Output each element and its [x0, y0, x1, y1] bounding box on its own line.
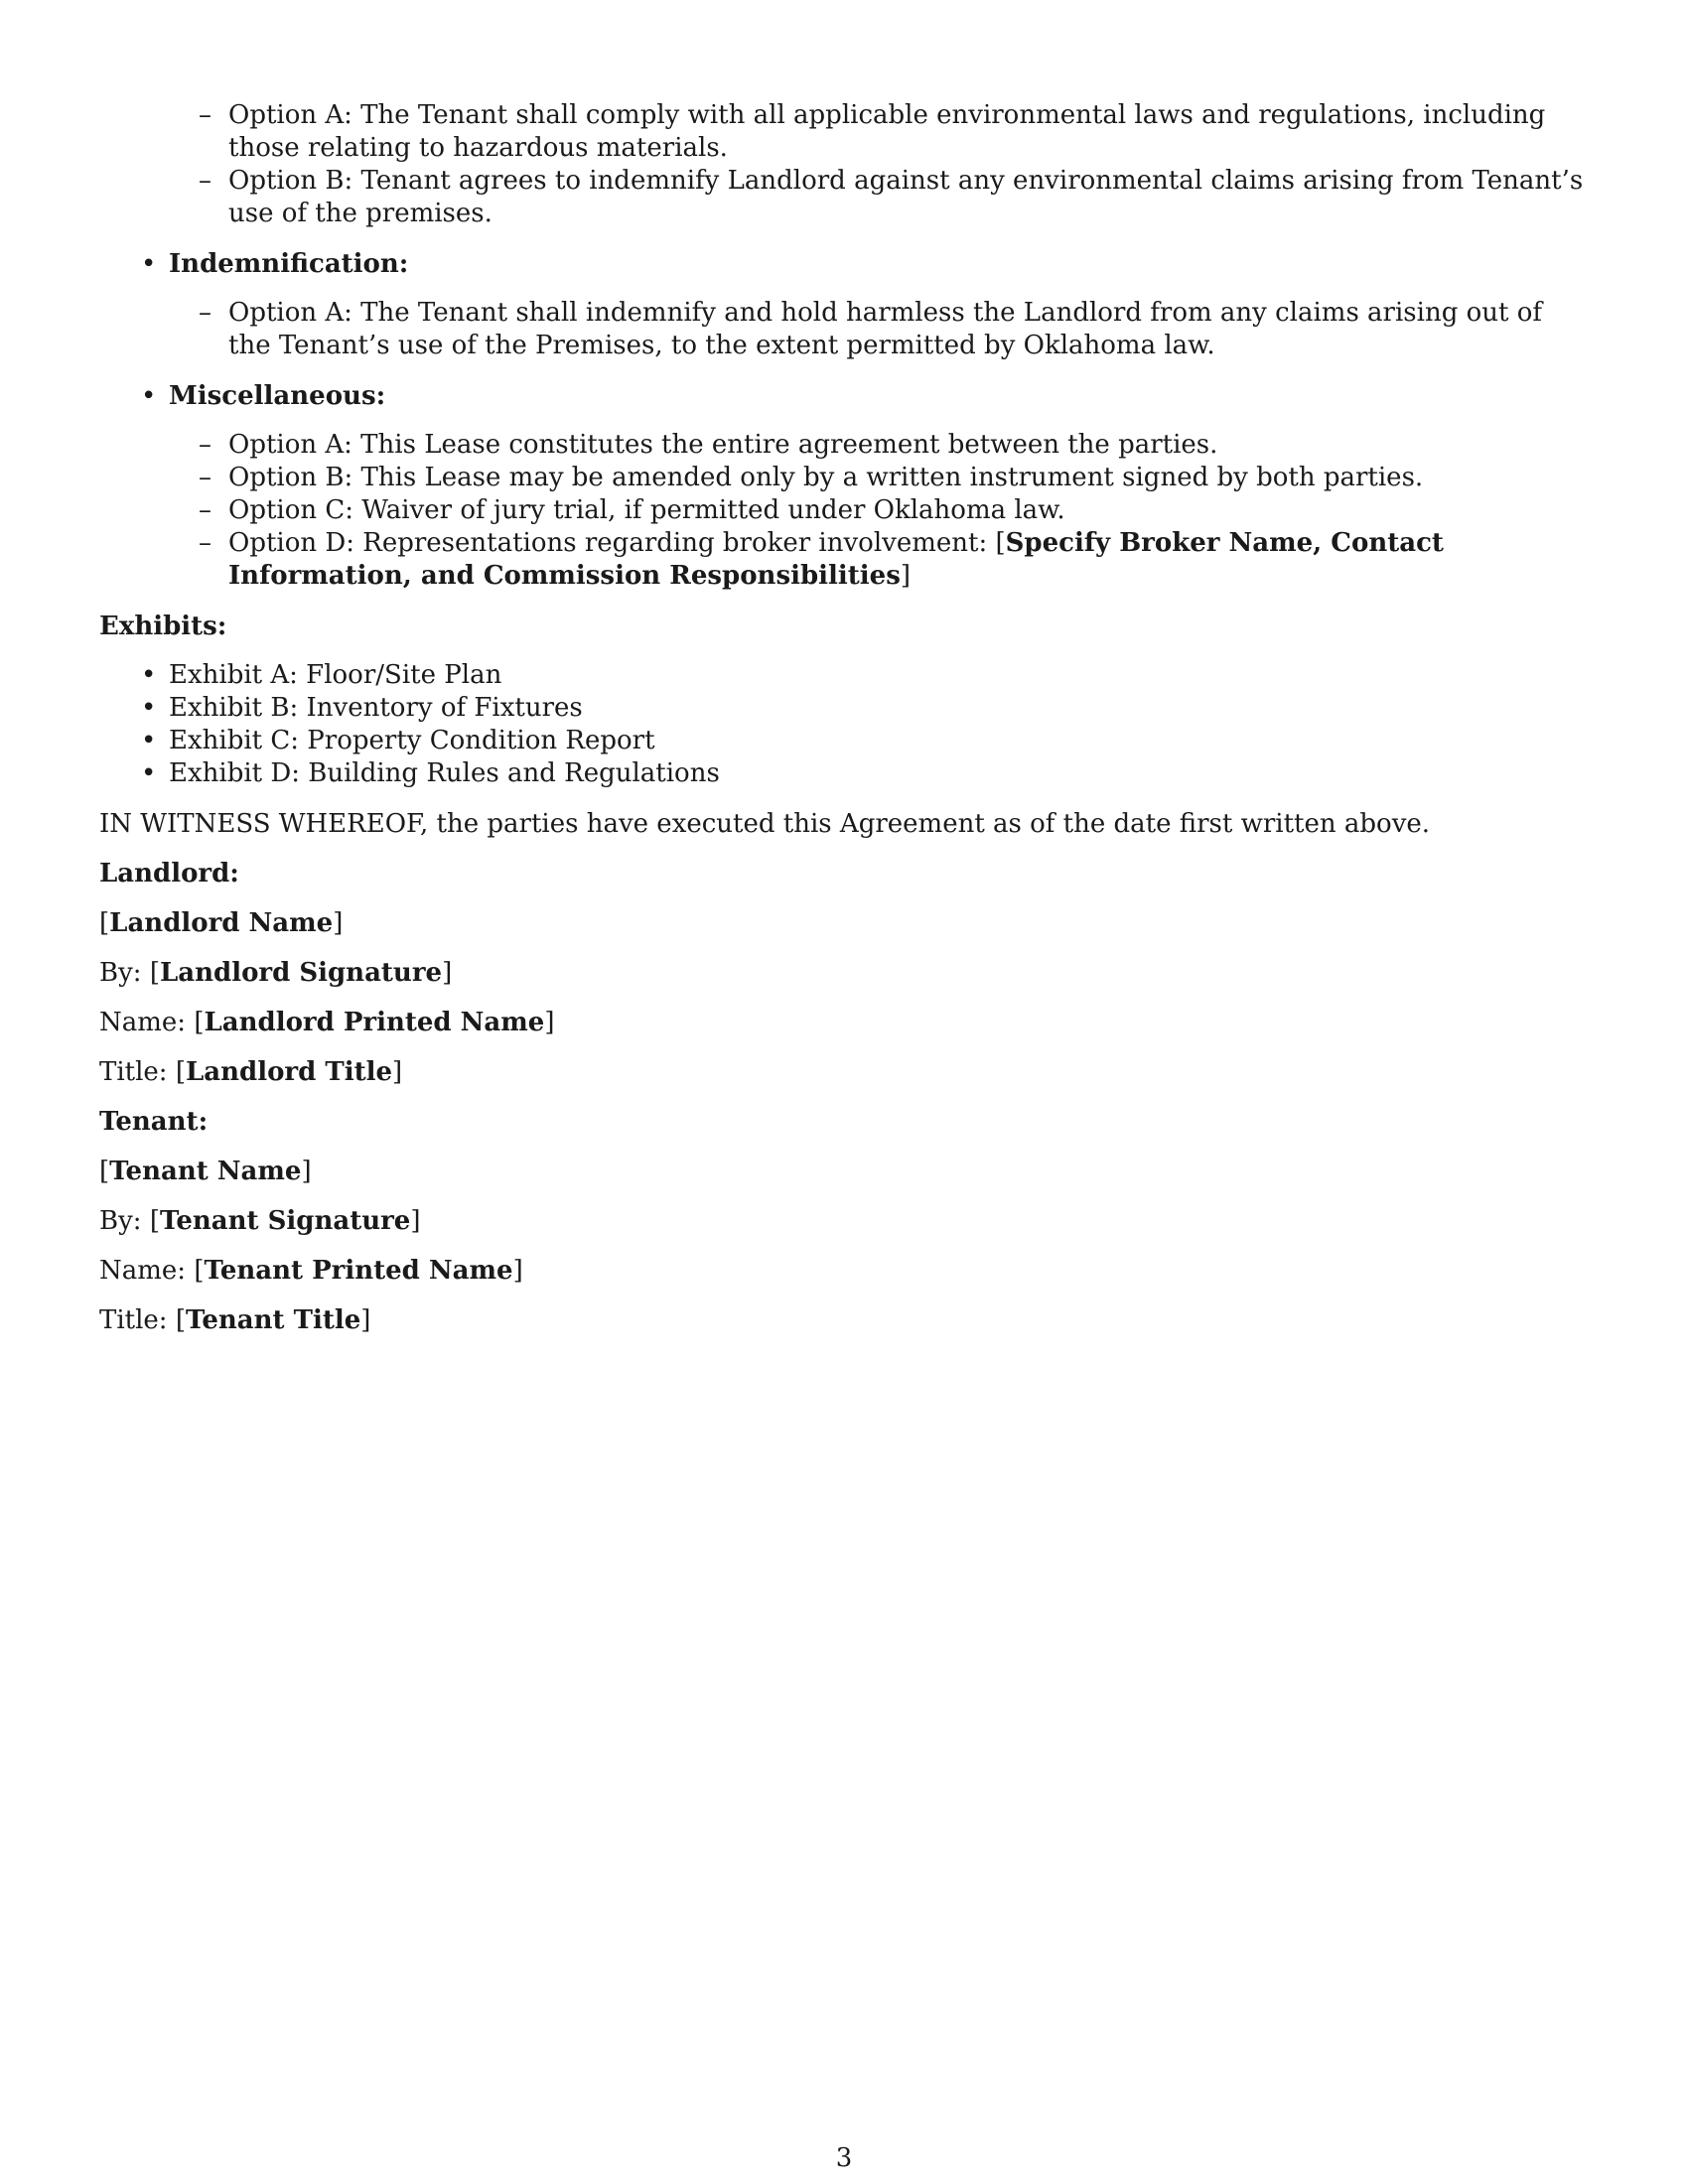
tenant-name-label: Name:	[99, 1256, 187, 1286]
landlord-name-line: [Landlord Name]	[99, 908, 344, 938]
miscellaneous-options-list	[228, 429, 1591, 593]
exhibit-c: • Exhibit C: Property Condition Report	[169, 725, 1591, 757]
landlord-title-label: Title:	[99, 1057, 168, 1087]
tenant-name-placeholder: Tenant Name	[109, 1157, 302, 1186]
landlord-title-line: Title: [Landlord Title]	[99, 1057, 403, 1087]
tenant-signature-line: By: [Tenant Signature]	[99, 1206, 421, 1236]
option-d-text: Option D: Representations regarding broker involvement:	[228, 528, 996, 558]
indemnification-heading: • Indemnification:	[169, 249, 409, 279]
exhibit-d: • Exhibit D: Building Rules and Regulations	[169, 757, 1591, 790]
tenant-by-label: By:	[99, 1206, 142, 1236]
miscellaneous-option-a: – Option A: This Lease constitutes the entire agreement between the parties.	[228, 429, 1591, 462]
exhibit-b: • Exhibit B: Inventory of Fixtures	[169, 692, 1591, 725]
page-number: 3	[835, 2143, 853, 2173]
landlord-by-label: By:	[99, 958, 142, 988]
tenant-title-label: Title:	[99, 1305, 168, 1335]
tenant-title-line: Title: [Tenant Title]	[99, 1305, 371, 1335]
witness-statement: IN WITNESS WHEREOF, the parties have executed this Agreement as of the date first written above.	[99, 809, 1431, 839]
exhibits-heading: Exhibits:	[99, 612, 227, 641]
environmental-option-a: – Option A: The Tenant shall comply with all applicable environmental laws and regulations, including those relating to hazardous materials.	[228, 99, 1591, 165]
environmental-options-list	[228, 99, 1591, 230]
document-page	[99, 99, 1591, 1354]
indemnification-option-a: – Option A: The Tenant shall indemnify and hold harmless the Landlord from any claims arising out of the Tenant’s use of the Premises, to the extent permitted by Oklahoma law.	[228, 297, 1591, 362]
landlord-printed-name-line: Name: [Landlord Printed Name]	[99, 1008, 555, 1037]
landlord-signature-placeholder: Landlord Signature	[159, 958, 443, 988]
landlord-title-placeholder: Landlord Title	[186, 1057, 393, 1087]
indemnification-options-list	[228, 297, 1591, 362]
tenant-signature-placeholder: Tenant Signature	[159, 1206, 411, 1236]
environmental-option-b: – Option B: Tenant agrees to indemnify Landlord against any environmental claims arising from Tenant’s use of the premises.	[228, 165, 1591, 230]
miscellaneous-option-d: – Option D: Representations regarding broker involvement: [Specify Broker Name, Contact Information, and Commission Responsibilities]	[228, 527, 1591, 593]
exhibits-list	[169, 659, 1591, 790]
miscellaneous-heading: • Miscellaneous:	[169, 381, 386, 411]
clause-list	[169, 248, 1591, 593]
exhibit-a: • Exhibit A: Floor/Site Plan	[169, 659, 1591, 692]
tenant-printed-name-line: Name: [Tenant Printed Name]	[99, 1256, 523, 1286]
landlord-printed-name-placeholder: Landlord Printed Name	[204, 1008, 545, 1037]
tenant-title-placeholder: Tenant Title	[186, 1305, 361, 1335]
landlord-signature-line: By: [Landlord Signature]	[99, 958, 453, 988]
tenant-printed-name-placeholder: Tenant Printed Name	[204, 1256, 513, 1286]
landlord-name-label: Name:	[99, 1008, 187, 1037]
landlord-heading: Landlord:	[99, 859, 239, 888]
tenant-heading: Tenant:	[99, 1107, 209, 1137]
landlord-name-placeholder: Landlord Name	[109, 908, 334, 938]
miscellaneous-option-b: – Option B: This Lease may be amended only by a written instrument signed by both parties.	[228, 462, 1591, 494]
miscellaneous-option-c: – Option C: Waiver of jury trial, if permitted under Oklahoma law.	[228, 494, 1591, 527]
miscellaneous-clause	[169, 380, 1591, 593]
tenant-name-line: [Tenant Name]	[99, 1157, 312, 1186]
indemnification-clause	[169, 248, 1591, 380]
broker-placeholder: Specify Broker Name, Contact Information, and Commission Responsibilities	[228, 528, 1444, 591]
